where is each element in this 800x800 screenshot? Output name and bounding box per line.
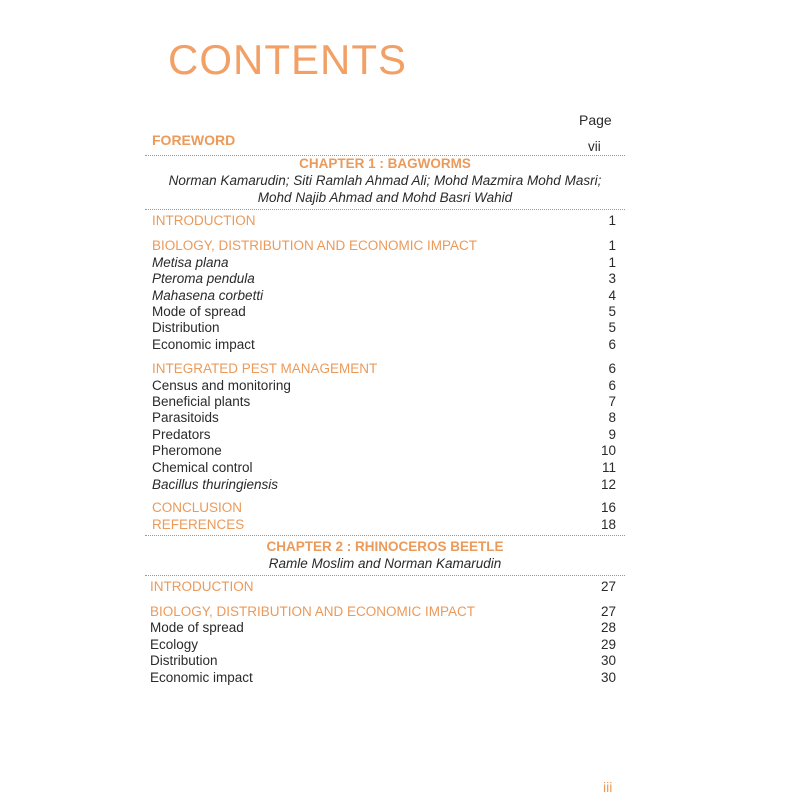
toc-entry-page: 11	[601, 460, 616, 475]
toc-entry-page: 3	[608, 271, 616, 286]
toc-entry-label: Distribution	[150, 653, 218, 668]
toc-entry-label: BIOLOGY, DISTRIBUTION AND ECONOMIC IMPACT	[150, 604, 476, 619]
toc-entry-label: Ecology	[150, 637, 199, 652]
toc-entry	[152, 360, 616, 377]
toc-entry	[152, 459, 616, 476]
toc-entry-page: 30	[600, 653, 616, 668]
foreword-label: FOREWORD	[152, 132, 236, 148]
toc-entry	[150, 578, 616, 595]
toc-entry-label: Bacillus thuringiensis	[152, 477, 279, 492]
toc-entry	[152, 212, 616, 229]
toc-entry-page: 29	[600, 637, 616, 652]
divider	[145, 575, 625, 576]
toc-entry-page: 10	[600, 443, 616, 458]
chapter-2-authors: Ramle Moslim and Norman Kamarudin	[268, 556, 502, 571]
toc-entry	[150, 603, 616, 620]
toc-entry-page: 27	[600, 604, 616, 619]
toc-entry-label: Pheromone	[152, 443, 222, 458]
toc-entry	[152, 254, 616, 271]
page-title: CONTENTS	[168, 36, 407, 83]
toc-entry	[152, 377, 616, 394]
toc-entry	[152, 237, 616, 254]
toc-entry-page: 5	[608, 304, 616, 319]
toc-entry	[152, 426, 616, 443]
toc-entry-page: 12	[600, 477, 616, 492]
toc-entry-label: Beneficial plants	[152, 394, 251, 409]
toc-entry	[152, 336, 616, 353]
toc-entry-page: 1	[608, 238, 616, 253]
chapter-1-authors: Mohd Najib Ahmad and Mohd Basri Wahid	[257, 190, 513, 205]
toc-entry-label: Chemical control	[152, 460, 253, 475]
page-column-header: Page	[579, 112, 612, 128]
toc-entry-page: 4	[608, 288, 616, 303]
toc-entry-page: 27	[600, 579, 616, 594]
toc-entry-label: BIOLOGY, DISTRIBUTION AND ECONOMIC IMPACT	[152, 238, 478, 253]
toc-entry-page: 6	[608, 361, 616, 376]
toc-entry	[152, 516, 616, 533]
toc-entry	[152, 319, 616, 336]
toc-entry-page: 8	[608, 410, 616, 425]
toc-entry-label: Economic impact	[150, 670, 253, 685]
toc-entry-label: REFERENCES	[152, 517, 245, 532]
toc-entry-label: INTRODUCTION	[152, 213, 256, 228]
page-number: iii	[603, 779, 613, 795]
toc-entry-page: 30	[600, 670, 616, 685]
toc-entry	[150, 652, 616, 669]
chapter-1-title: CHAPTER 1 : BAGWORMS	[299, 156, 471, 171]
toc-entry-label: Parasitoids	[152, 410, 219, 425]
toc-entry-label: Mahasena corbetti	[152, 288, 264, 303]
toc-entry-page: 6	[608, 378, 616, 393]
toc-entry-page: 1	[608, 255, 616, 270]
chapter-1-authors: Norman Kamarudin; Siti Ramlah Ahmad Ali; Mohd Mazmira Mohd Masri;	[168, 173, 602, 188]
toc-entry-label: Pteroma pendula	[152, 271, 255, 286]
toc-entry-label: Census and monitoring	[152, 378, 291, 393]
toc-entry	[152, 270, 616, 287]
toc-entry	[150, 669, 616, 686]
toc-entry-page: 7	[608, 394, 616, 409]
divider	[145, 535, 625, 536]
toc-entry	[152, 442, 616, 459]
toc-entry-label: Distribution	[152, 320, 220, 335]
toc-entry-page: 9	[608, 427, 616, 442]
toc-entry-label: Predators	[152, 427, 211, 442]
chapter-2-title: CHAPTER 2 : RHINOCEROS BEETLE	[266, 539, 504, 554]
toc-entry	[152, 499, 616, 516]
toc-entry-label: INTRODUCTION	[150, 579, 254, 594]
toc-entry	[152, 476, 616, 493]
foreword-page: vii	[588, 139, 601, 154]
toc-entry-page: 16	[600, 500, 616, 515]
toc-entry-page: 18	[600, 517, 616, 532]
divider	[145, 209, 625, 210]
toc-entry-page: 1	[608, 213, 616, 228]
toc-entry-page: 6	[608, 337, 616, 352]
toc-entry	[152, 303, 616, 320]
toc-entry-label: Economic impact	[152, 337, 255, 352]
toc-entry-label: CONCLUSION	[152, 500, 243, 515]
toc-entry	[152, 409, 616, 426]
toc-entry-label: Metisa plana	[152, 255, 229, 270]
toc-entry-page: 5	[608, 320, 616, 335]
toc-entry	[152, 393, 616, 410]
toc-entry-label: Mode of spread	[152, 304, 246, 319]
toc-entry-label: INTEGRATED PEST MANAGEMENT	[152, 361, 378, 376]
toc-entry-page: 28	[600, 620, 616, 635]
toc-entry	[150, 636, 616, 653]
toc-entry	[152, 287, 616, 304]
toc-entry-label: Mode of spread	[150, 620, 244, 635]
toc-entry	[150, 619, 616, 636]
